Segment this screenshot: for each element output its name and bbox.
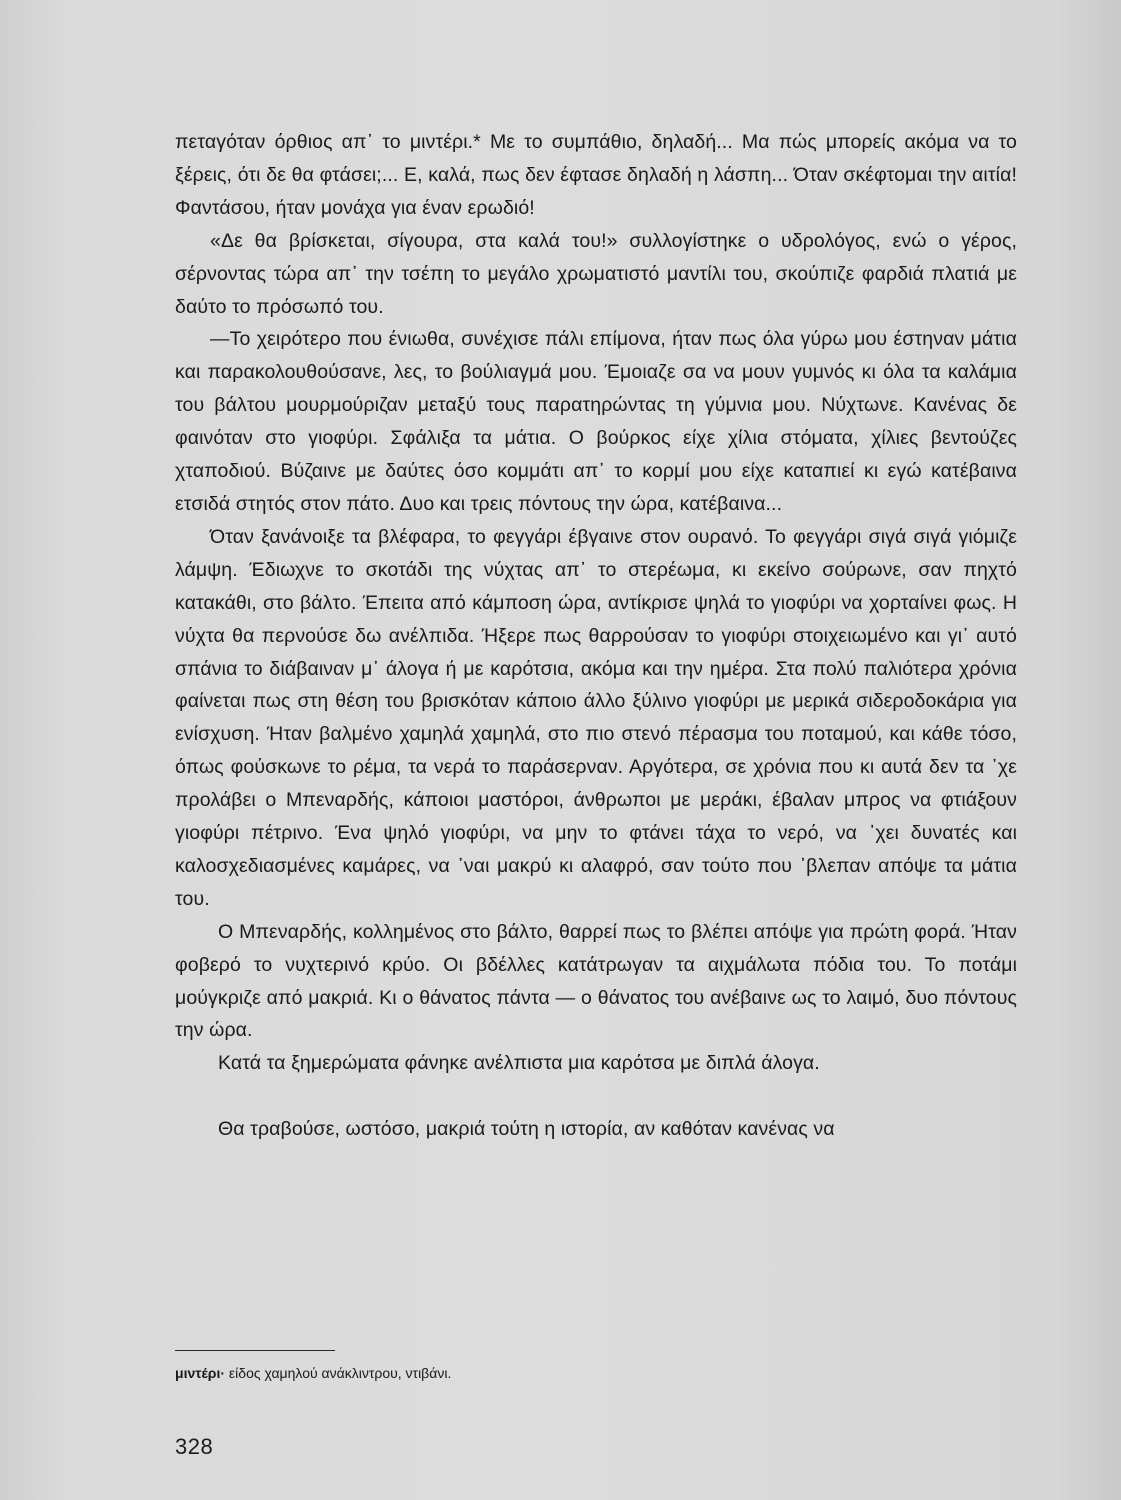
paragraph: Όταν ξανάνοιξε τα βλέφαρα, το φεγγάρι έβγαινε στον ουρανό. Το φεγγάρι σιγά σιγά γιόμιζε λάμψη. Έδιωχνε το σκοτάδι της νύχτας απ᾽ το στερέωμα, κι εκείνο σούρωνε, σαν πηχτό κατακάθι, στο βάλτο. Έπειτα από κάμποση ώρα, αντίκρισε ψηλά το γιοφύρι να χορταίνει φως. Η νύχτα θα περνούσε δω ανέλπιδα. Ήξερε πως θαρρούσαν το γιοφύρι στοιχειωμένο και γι᾽ αυτό σπάνια το διάβαιναν μ᾽ άλογα ή με καρότσια, ακόμα και την ημέρα. Στα πολύ παλιότερα χρόνια φαίνεται πως στη θέση του βρισκόταν κάποιο άλλο ξύλινο γιοφύρι με μερικά σιδεροδοκάρια για ενίσχυση. Ήταν βαλμένο χαμηλά χαμηλά, στο πιο στενό πέρασμα του ποταμού, και κάθε τόσο, όπως φούσκωνε το ρέμα, τα νερά το παράσερναν. Αργότερα, σε χρόνια που κι αυτά δεν τα ᾽χε προλάβει ο Μπεναρδής, κάποιοι μαστόροι, άνθρωποι με μεράκι, έβαλαν μπρος να φτιάξουν γιοφύρι πέτρινο. Ένα ψηλό γιοφύρι, να μην το φτάνει τάχα το νερό, να ᾽χει δυνατές και καλοσχεδιασμένες καμάρες, να ᾽ναι μακρύ κι αλαφρό, σαν τούτο που ᾽βλεπαν απόψε τα μάτια του. bbox=[175, 525, 1017, 910]
paragraph: Κατά τα ξημερώματα φάνηκε ανέλπιστα μια καρότσα με διπλά άλογα. bbox=[218, 1052, 820, 1075]
footnote-term: μιντέρι· bbox=[175, 1365, 226, 1381]
paragraph: «Δε θα βρίσκεται, σίγουρα, στα καλά του!» συλλογίστηκε ο υδρολόγος, ενώ ο γέρος, σέρνοντας τώρα απ᾽ την τσέπη το μεγάλο χρωματιστό μαντίλι του, σκούπιζε φαρδιά πλατιά με δαύτο το πρόσωπό του. bbox=[175, 229, 1017, 318]
paragraph: —Το χειρότερο που ένιωθα, συνέχισε πάλι επίμονα, ήταν πως όλα γύρω μου έστηναν μάτια και παρακολουθούσανε, λες, το βούλιαγμά μου. Έμοιαζε σα να μουν γυμνός κι όλα τα καλάμια του βάλτου μουρμούριζαν μεταξύ τους παρατηρώντας τη γύμνια μου. Νύχτωνε. Κανένας δε φαινόταν στο γιοφύρι. Σφάλιξα τα μάτια. Ο βούρκος είχε χίλια στόματα, χίλιες βεντούζες χταποδιού. Βύζαινε με δαύτες όσο κομμάτι απ᾽ το κορμί μου είχε καταπιεί κι εγώ κατέβαινα ετσιδά στητός στον πάτο. Δυο και τρεις πόντους την ώρα, κατέβαινα... bbox=[175, 328, 1017, 515]
section-gap bbox=[175, 1080, 1017, 1113]
paragraph: Ο Μπεναρδής, κολλημένος στο βάλτο, θαρρεί πως το βλέπει απόψε για πρώτη φορά. Ήταν φοβερό το νυχτερινό κρύο. Οι βδέλλες κατάτρωγαν τα αιχμάλωτα πόδια του. Το ποτάμι μούγκριζε από μακριά. Κι ο θάνατος πάντα — ο θάνατος του ανέβαινε ως το λαιμό, δυο πόντους την ώρα. bbox=[175, 920, 1017, 1042]
body-text bbox=[175, 126, 1017, 1146]
paragraph: Θα τραβούσε, ωστόσο, μακριά τούτη η ιστορία, αν καθόταν κανένας να bbox=[218, 1118, 835, 1141]
footnote bbox=[175, 1364, 451, 1382]
footnote-definition: είδος χαμηλού ανάκλιντρου, ντιβάνι. bbox=[228, 1365, 452, 1381]
footnote-divider bbox=[175, 1350, 335, 1351]
paragraph-continuation: πεταγόταν όρθιος απ᾽ το μιντέρι.* Με το συμπάθιο, δηλαδή... Μα πώς μπορείς ακόμα να το ξέρεις, ότι δε θα φτάσει;... Ε, καλά, πως δεν έφτασε δηλαδή η λάσπη... Όταν σκέφτομαι την αιτία! Φαντάσου, ήταν μονάχα για έναν ερωδιό! bbox=[175, 131, 1017, 219]
page-number: 328 bbox=[175, 1434, 214, 1459]
